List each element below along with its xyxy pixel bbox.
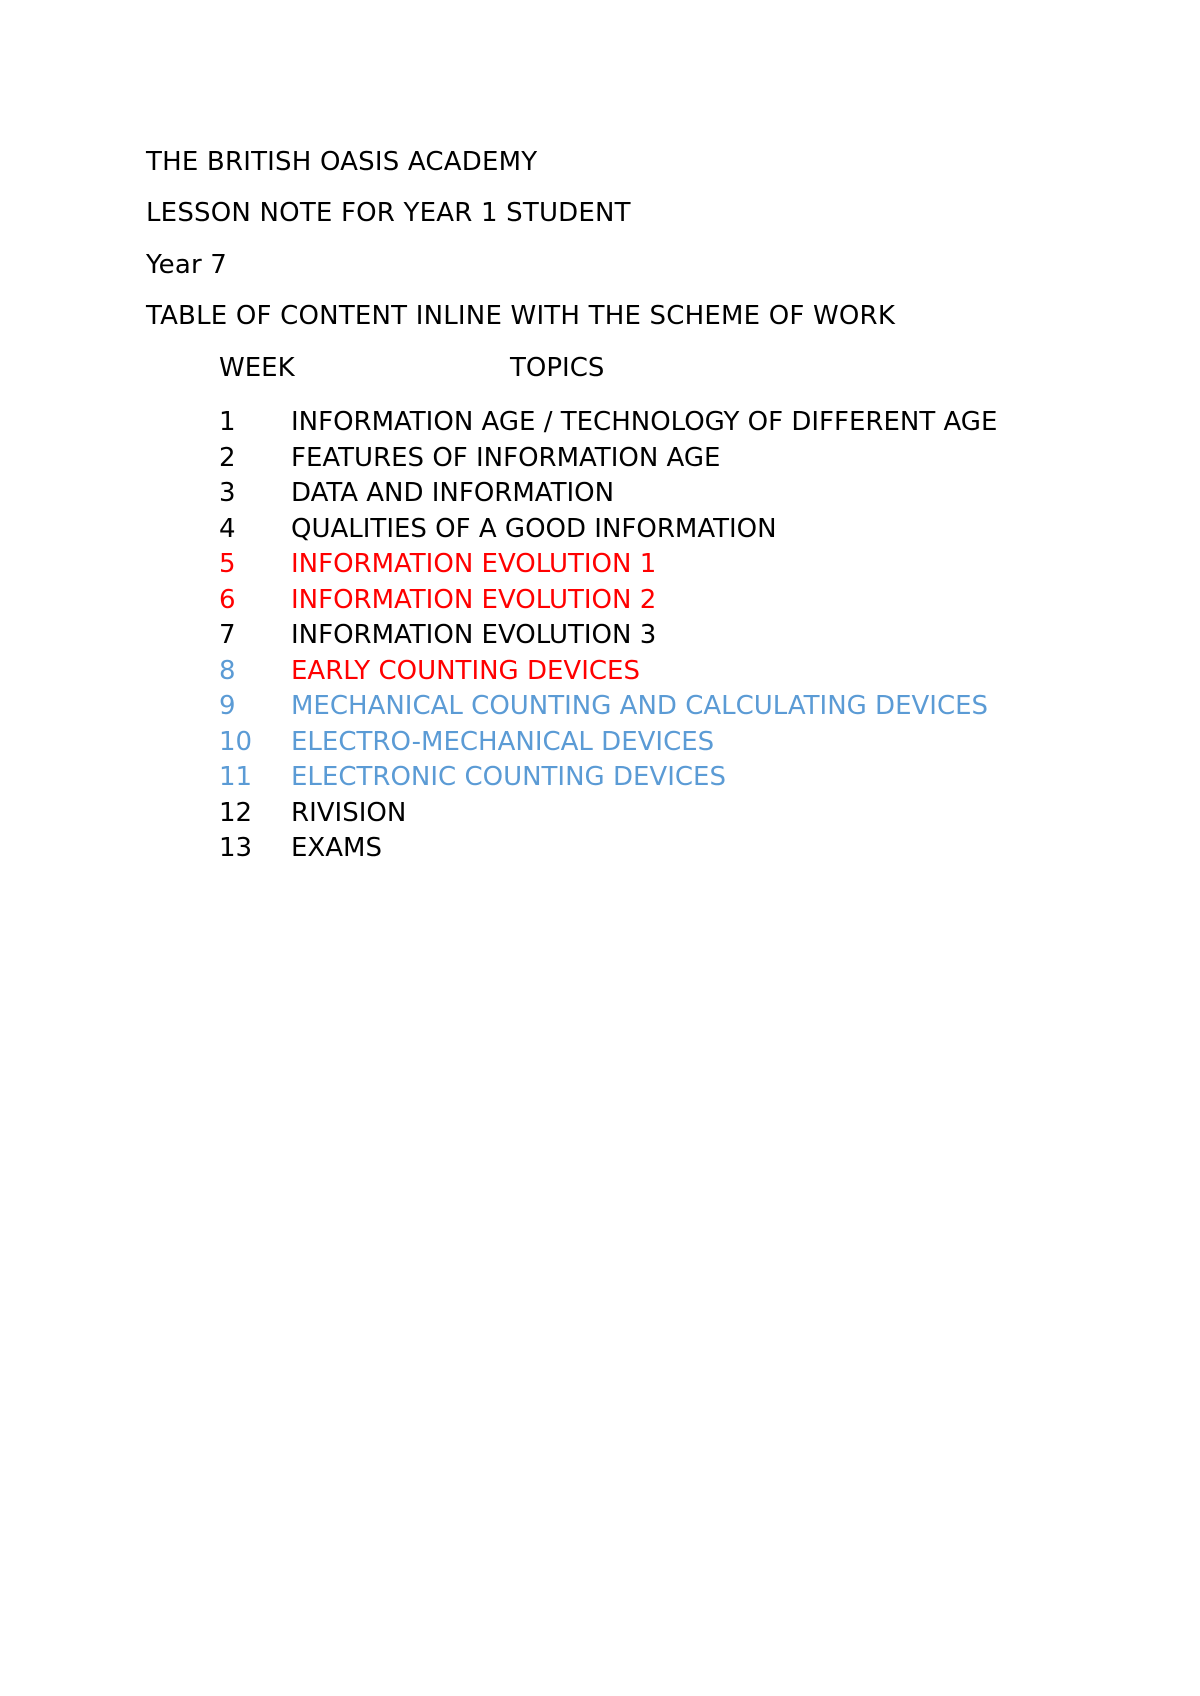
topic-text: EXAMS xyxy=(291,833,382,863)
table-row xyxy=(219,654,1099,690)
year-label: Year 7 xyxy=(146,250,228,280)
header-week: WEEK xyxy=(219,353,295,383)
header-topics: TOPICS xyxy=(510,353,605,383)
topic-text: DATA AND INFORMATION xyxy=(291,478,615,508)
topic-text: INFORMATION EVOLUTION 1 xyxy=(291,549,657,579)
week-number: 13 xyxy=(219,833,253,863)
week-number: 4 xyxy=(219,513,236,544)
table-row xyxy=(219,760,1099,796)
lesson-note-title: LESSON NOTE FOR YEAR 1 STUDENT xyxy=(146,198,631,228)
week-number: 9 xyxy=(219,691,236,721)
week-number: 10 xyxy=(219,726,253,757)
week-number: 5 xyxy=(219,549,236,579)
topic-text: QUALITIES OF A GOOD INFORMATION xyxy=(291,513,777,544)
week-number: 7 xyxy=(219,620,236,650)
topic-text: INFORMATION EVOLUTION 3 xyxy=(291,620,657,650)
topic-text: ELECTRONIC COUNTING DEVICES xyxy=(291,762,726,792)
topic-text: MECHANICAL COUNTING AND CALCULATING DEVICES xyxy=(291,691,989,721)
table-row xyxy=(219,831,1099,867)
topic-text: FEATURES OF INFORMATION AGE xyxy=(291,442,721,473)
school-name: THE BRITISH OASIS ACADEMY xyxy=(146,147,538,177)
topic-text: INFORMATION AGE / TECHNOLOGY OF DIFFERENT AGE xyxy=(291,407,998,437)
table-row xyxy=(219,583,1099,619)
topic-text: ELECTRO-MECHANICAL DEVICES xyxy=(291,726,715,757)
week-number: 2 xyxy=(219,442,236,473)
topics-list xyxy=(219,405,1099,867)
table-row xyxy=(219,476,1099,512)
table-row xyxy=(219,796,1099,832)
week-number: 11 xyxy=(219,762,253,792)
week-number: 6 xyxy=(219,584,236,615)
topic-text: INFORMATION EVOLUTION 2 xyxy=(291,584,657,615)
week-number: 3 xyxy=(219,478,236,508)
week-number: 1 xyxy=(219,407,236,437)
table-row xyxy=(219,441,1099,477)
table-header xyxy=(219,352,1119,384)
table-row xyxy=(219,512,1099,548)
week-number: 8 xyxy=(219,655,236,686)
table-row xyxy=(219,725,1099,761)
toc-title: TABLE OF CONTENT INLINE WITH THE SCHEME OF WORK xyxy=(146,301,896,331)
table-row xyxy=(219,618,1099,654)
topic-text: EARLY COUNTING DEVICES xyxy=(291,655,640,686)
table-row xyxy=(219,547,1099,583)
topic-text: RIVISION xyxy=(291,797,407,828)
week-number: 12 xyxy=(219,797,253,828)
table-row xyxy=(219,689,1099,725)
table-row xyxy=(219,405,1099,441)
